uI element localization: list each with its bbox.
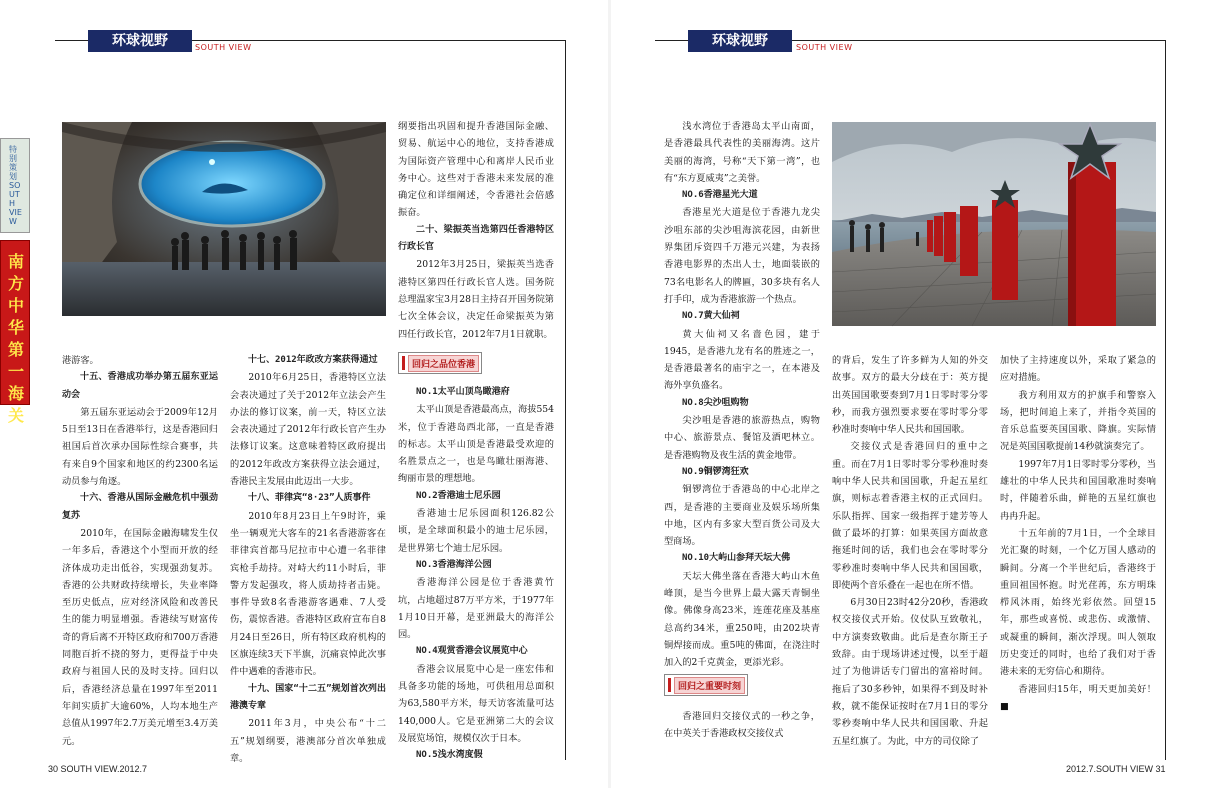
heading: NO.10大屿山参拜天坛大佛 <box>682 553 791 564</box>
heading: NO.2香港迪士尼乐园 <box>416 490 501 501</box>
para: 2010年8月23日上午9时许，乘坐一辆观光大客车的21名香港游客在菲律宾首都马尼拉市中心遭一名菲律宾枪手劫持。对峙大约11小时后，菲警方发起强攻，将人质劫持者击毙。事件导致8名香港游客遇难、7人受伤，震惊香港。香港特区政府宣布自8月24日至26日，所有特区政府机构的区旗连续3天下半旗，沉痛哀悼此次事件中遇难的香港市民。 <box>230 510 386 678</box>
side-tab-bottom-text: 南方中华第一海关 <box>7 252 24 425</box>
right-page-border <box>1165 40 1166 760</box>
sidebox-moments <box>664 674 748 696</box>
heading: 十八、菲律宾“8·23”人质事件 <box>248 493 371 504</box>
left-column-1 <box>62 352 218 750</box>
para: 香港回归交接仪式的一秒之争，在中英关于香港政权交接仪式 <box>664 711 820 740</box>
heading: NO.8尖沙咀购物 <box>682 397 749 408</box>
para: 我方利用双方的护旗手和警察入场，把时间追上来了，并指令英国的音乐总监要英国国歌、降旗。实际情况是英国国歌提前14秒就演奏完了。 <box>1000 389 1156 453</box>
para: 太平山顶是香港最高点，海拔554米，位于香港岛西北部，一直是香港的标志。太平山顶是香港最受欢迎的名胜景点之一，也是鸟瞰壮丽海港、绚丽市景的理想地。 <box>398 404 554 485</box>
para: 纲要指出巩固和提升香港国际金融、贸易、航运中心的地位，支持香港成为国际资产管理中心和离岸人民币业务中心。这些对于香港未来发展的准确定位和详细阐述，令香港社会倍感振奋。 <box>398 121 554 219</box>
sidebox-bar <box>668 678 671 692</box>
para: 香港星光大道是位于香港九龙尖沙咀东部的尖沙咀海滨花园，由新世界集团斥资四千万港元兴建，为表扬香港电影界的杰出人士，地面装嵌的73名电影名人的牌匾，30多块有名人打手印，成为香港旅游一个热点。 <box>664 207 820 305</box>
para: 加快了主持速度以外，采取了紧急的应对措施。 <box>1000 355 1156 384</box>
para: 2011年3月，中央公布“十二五”规划纲要，港澳部分首次单独成章。 <box>230 718 386 764</box>
right-column-1-bottom <box>664 708 820 752</box>
left-column-3-top <box>398 118 554 340</box>
para: 黄大仙祠又名啬色园，建于1945，是香港九龙有名的胜迹之一，是香港最著名的庙宇之一，在本港及海外享负盛名。 <box>664 328 820 392</box>
side-tab-bottom <box>0 240 30 425</box>
right-folio: 2012.7.SOUTH VIEW 31 <box>1066 764 1166 774</box>
para: 香港迪士尼乐园面积126.82公顷，是全球面积最小的迪士尼乐园，是世界第七个迪士尼乐园。 <box>398 508 554 554</box>
heading: 十九、国家“十二五”规划首次列出港澳专章 <box>230 683 386 711</box>
para: 浅水湾位于香港岛太平山南面，是香港最具代表性的美丽海湾。这片美丽的海湾，号称“天下第一湾”，也有“东方夏威夷”之美誉。 <box>664 121 820 184</box>
aquarium-photo <box>62 122 386 316</box>
heading: NO.6香港星光大道 <box>682 190 758 201</box>
right-column-3 <box>1000 352 1156 750</box>
left-column-2 <box>230 352 386 764</box>
heading: NO.9铜锣湾狂欢 <box>682 466 749 477</box>
heading: 十七、2012年政改方案获得通过 <box>248 355 378 365</box>
para: 尖沙咀是香港的旅游热点，购物中心、旅游景点、餐馆及酒吧林立。是香港购物及夜生活的黄金地带。 <box>664 415 820 461</box>
left-folio: 30 SOUTH VIEW.2012.7 <box>48 764 148 774</box>
sidebox-bar <box>402 356 405 370</box>
right-column-2 <box>832 352 988 750</box>
para: 铜锣湾位于香港岛的中心北岸之西，是香港的主要商业及娱乐场所集中地，区内有多家大型百货公司及大型商场。 <box>664 484 820 548</box>
sidebox-title: 回归之品位香港 <box>408 355 479 372</box>
para: 第五届东亚运动会于2009年12月5日至13日在香港举行，这是香港回归祖国后首次承办国际性综合赛事，共有来自9个国家和地区的约2300名运动员参与角逐。 <box>62 406 218 488</box>
heading: NO.4观赏香港会议展览中心 <box>416 646 528 657</box>
right-section-subtitle: SOUTH VIEW <box>796 43 853 52</box>
right-column-1 <box>664 118 820 669</box>
heading: 二十、梁振英当选第四任香港特区行政长官 <box>398 224 554 253</box>
para: 交接仪式是香港回归的重中之重。而在7月1日零时零分零秒准时奏响中华人民共和国国歌，升起五星红旗，则标志着香港主权的正式回归。乐队指挥、国家一级指挥于建芳等人做了最坏的打算：如果英国方面故意拖延时间的话，我们也会在零时零分零秒准时奏响中华人民共和国国歌，即使两个音乐叠在一起也在所不惜。 <box>832 441 988 591</box>
heading: NO.1太平山顶鸟瞰港府 <box>416 387 510 397</box>
para: 天坛大佛坐落在香港大屿山木鱼峰顶，是当今世界上最大露天青铜坐像。佛像身高23米，连莲花座及基座总高约34米，重250吨，由202块青铜焊接而成。重5吨的佛面，在浇注时加入的2千克黄金，更添光彩。 <box>664 570 820 669</box>
para: 港游客。 <box>62 355 99 366</box>
left-column-3-bottom <box>398 384 554 761</box>
side-tab-top <box>0 138 30 233</box>
para: 香港回归15年，明天更加美好！ ■ <box>1000 683 1156 712</box>
heading: NO.3香港海洋公园 <box>416 559 492 570</box>
left-section-title: 环球视野 <box>88 30 192 52</box>
para: 十五年前的7月1日，一个全球目光汇聚的时刻，一个亿万国人感动的瞬间。分离一个半世纪后，香港终于重回祖国怀抱。时光荏苒，东方明珠栉风沐雨，始终光彩依然。回望15年，那些或喜悦、或悲伤、或激情、或凝重的瞬间，渐次浮现。叫人领取历史变迁的同时，也给了我们对于香港未来的无穷信心和期待。 <box>1000 527 1156 678</box>
para: 6月30日23时42分20秒，香港政权交接仪式开始。仪仗队互致敬礼，中方演奏致敬曲。此后是查尔斯王子致辞。由于现场讲述过慢，以至于超过了为他讲话专门留出的富裕时间。拖后了30多秒钟，如果得不到及时补救，就不能保证按时在7月1日的零分零秒奏响中华人民共和国国歌、升起五星红旗了。为此，中方的司仪除了 <box>832 597 988 747</box>
para: 2010年，在国际金融海啸发生仅一年多后，香港这个小型而开放的经济体成功走出低谷，实现强劲复苏。香港的公共财政持续增长，失业率降至历史低点，应对经济风险和改善民生的能力明显增强。香港续写财富传奇的背后离不开特区政府和700万香港同胞百折不挠的努力，更得益于中央政府与祖国人民的及时支持。回归以后，香港经济总量在1997年至2011年间实质扩大逾60%，人均本地生产总值从1997年2.7万美元增至3.4万美元。 <box>62 527 218 747</box>
para: 的背后，发生了许多鲜为人知的外交故事。双方的最大分歧在于：英方提出英国国歌要奏到7月1日零时零分零秒，而我方强烈要求要在零时零分零秒准时奏响中华人民共和国国歌。 <box>832 355 988 436</box>
para: 1997年7月1日零时零分零秒，当雄壮的中华人民共和国国歌准时奏响时，伴随着乐曲，鲜艳的五星红旗也冉冉升起。 <box>1000 458 1156 522</box>
para: 香港会议展览中心是一座宏伟和具备多功能的场地，可供租用总面积为63,580平方米，每天访客流量可达140,000人。它是亚洲第二大的会议及展览场馆，规模仅次于日本。 <box>398 663 554 744</box>
left-section-subtitle: SOUTH VIEW <box>195 43 252 52</box>
para: 2012年3月25日，梁振英当选香港特区第四任行政长官人选。国务院总理温家宝3月28日主持召开国务院第七次全体会议，决定任命梁振英为第四任行政长官，2012年7月1日就职。 <box>398 259 554 340</box>
left-page-border <box>565 40 566 760</box>
heading: 十五、香港成功举办第五届东亚运动会 <box>62 372 218 400</box>
heading: NO.7黄大仙祠 <box>682 311 740 322</box>
right-section-title: 环球视野 <box>688 30 792 52</box>
side-tab-top-text: 特别策划 SOUTH VIEW <box>9 145 22 226</box>
sidebox-pinwei <box>398 352 482 374</box>
heading: 十六、香港从国际金融危机中强劲复苏 <box>62 493 218 521</box>
sidebox-title: 回归之重要时刻 <box>674 677 745 694</box>
heading: NO.5浅水湾度假 <box>416 750 483 761</box>
avenue-of-stars-photo <box>832 122 1156 326</box>
page-gutter <box>608 0 611 788</box>
para: 香港海洋公园是位于香港黄竹坑，占地超过87万平方米，于1977年1月10日开幕，是亚洲最大的海洋公园。 <box>398 577 554 641</box>
para: 2010年6月25日，香港特区立法会表决通过了关于2012年立法会产生办法的修订议案，前一天，特区立法会表决通过了2012年行政长官产生办法修订议案。这意味着特区政府提出的2012年政改方案获得立法会通过，香港民主发展由此迈出一大步。 <box>230 372 386 488</box>
